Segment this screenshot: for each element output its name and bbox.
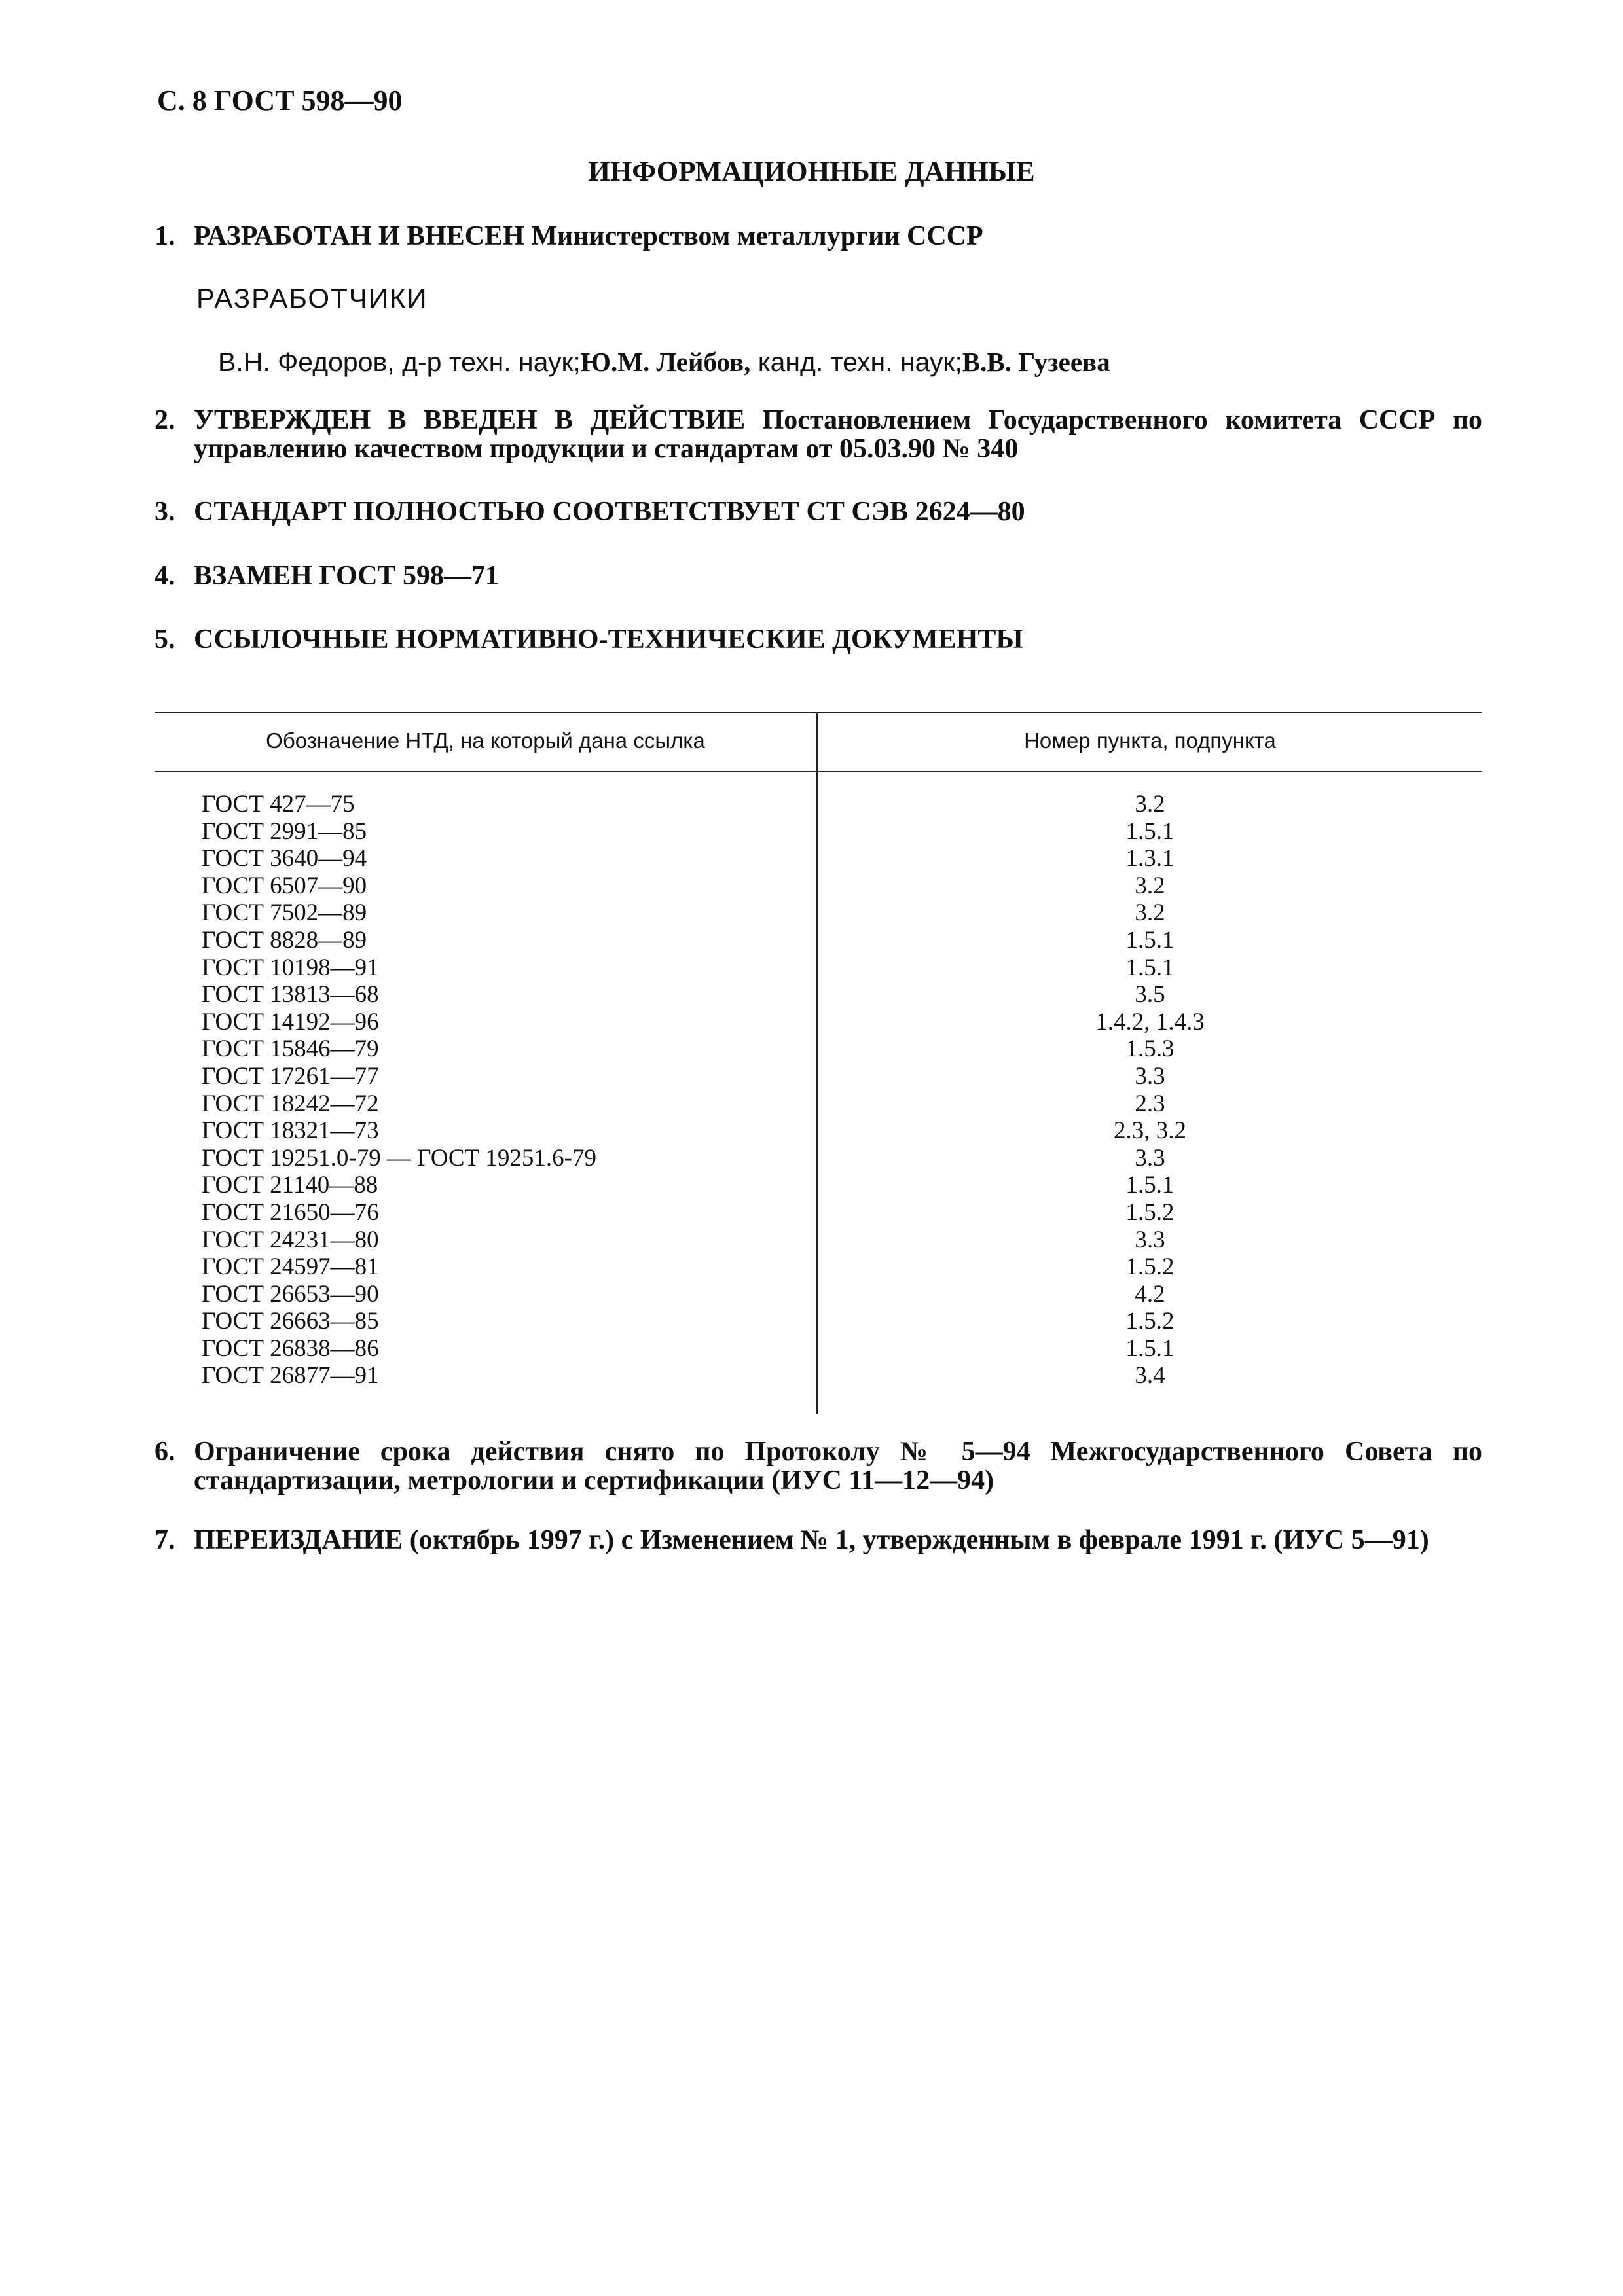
item-6-number: 6. bbox=[155, 1437, 175, 1467]
table-cell-designation: ГОСТ 427—75 bbox=[202, 791, 355, 817]
table-cell-designation: ГОСТ 2991—85 bbox=[202, 817, 367, 845]
table-cell-clause: 2.3, 3.2 bbox=[1114, 1117, 1186, 1145]
item-2 bbox=[155, 406, 1482, 463]
item-5-text: ССЫЛОЧНЫЕ НОРМАТИВНО-ТЕХНИЧЕСКИЕ ДОКУМЕНТЫ bbox=[194, 624, 1023, 655]
item-5 bbox=[155, 625, 1482, 654]
table-cell-clause: 1.5.1 bbox=[1125, 1335, 1175, 1362]
item-1-number: 1. bbox=[155, 221, 175, 251]
table-cell-designation: ГОСТ 6507—90 bbox=[202, 872, 367, 899]
table-row bbox=[0, 1253, 1623, 1281]
table-cell-clause: 3.2 bbox=[1135, 872, 1165, 899]
developers-line bbox=[218, 346, 1110, 378]
table-cell-clause: 1.5.2 bbox=[1125, 1198, 1175, 1226]
table-row bbox=[0, 1199, 1623, 1227]
developer-1: В.Н. Федоров, д-р техн. наук; bbox=[218, 347, 581, 377]
table-cell-clause: 1.5.3 bbox=[1125, 1035, 1175, 1063]
item-6 bbox=[155, 1437, 1482, 1495]
developers-label: РАЗРАБОТЧИКИ bbox=[196, 283, 428, 314]
table-cell-clause: 3.3 bbox=[1135, 1062, 1165, 1090]
item-3-text: СТАНДАРТ ПОЛНОСТЬЮ СООТВЕТСТВУЕТ СТ СЭВ 2624—80 bbox=[194, 497, 1025, 527]
table-cell-clause: 3.2 bbox=[1135, 791, 1165, 817]
developer-2-name: Ю.М. Лейбов, bbox=[580, 347, 751, 377]
item-4 bbox=[155, 562, 1482, 590]
table-cell-designation: ГОСТ 26653—90 bbox=[202, 1280, 379, 1308]
table-row bbox=[0, 1362, 1623, 1390]
item-7 bbox=[155, 1526, 1482, 1554]
table-cell-clause: 1.5.2 bbox=[1125, 1253, 1175, 1281]
table-cell-designation: ГОСТ 26877—91 bbox=[202, 1362, 379, 1390]
item-2-lead: УТВЕРЖДЕН В ВВЕДЕН В ДЕЙСТВИЕ bbox=[194, 405, 746, 435]
table-cell-designation: ГОСТ 18321—73 bbox=[202, 1117, 379, 1145]
table-cell-clause: 3.3 bbox=[1135, 1226, 1165, 1253]
table-row bbox=[0, 791, 1623, 818]
table-cell-designation: ГОСТ 10198—91 bbox=[202, 954, 379, 981]
table-row bbox=[0, 1281, 1623, 1308]
table-cell-designation: ГОСТ 17261—77 bbox=[202, 1062, 379, 1090]
table-row bbox=[0, 872, 1623, 900]
table-cell-designation: ГОСТ 8828—89 bbox=[202, 926, 367, 954]
table-row bbox=[0, 1117, 1623, 1145]
developer-2-title: канд. техн. наук; bbox=[750, 347, 962, 377]
item-7-number: 7. bbox=[155, 1525, 175, 1555]
table-cell-clause: 1.5.2 bbox=[1125, 1308, 1175, 1335]
table-cell-designation: ГОСТ 24597—81 bbox=[202, 1253, 379, 1281]
item-2-text: Постановлением Государственного комитета СССР по управлению качеством продукции и стандартам от 05.03.90 № 340 bbox=[194, 405, 1483, 464]
table-cell-clause: 1.4.2, 1.4.3 bbox=[1095, 1008, 1205, 1035]
table-cell-designation: ГОСТ 21140—88 bbox=[202, 1172, 378, 1199]
table-row bbox=[0, 1227, 1623, 1254]
item-4-number: 4. bbox=[155, 561, 175, 591]
item-1 bbox=[155, 222, 1482, 251]
table-row bbox=[0, 1308, 1623, 1335]
table-row bbox=[0, 1009, 1623, 1036]
table-cell-clause: 1.3.1 bbox=[1125, 845, 1175, 872]
table-row bbox=[0, 981, 1623, 1009]
table-cell-designation: ГОСТ 13813—68 bbox=[202, 981, 379, 1009]
item-1-text: Министерством металлургии СССР bbox=[531, 221, 983, 251]
item-1-lead: РАЗРАБОТАН И ВНЕСЕН bbox=[194, 221, 524, 251]
table-row bbox=[0, 1035, 1623, 1063]
table-header-designation: Обозначение НТД, на который дана ссылка bbox=[266, 728, 705, 753]
table-cell-clause: 3.2 bbox=[1135, 899, 1165, 927]
table-cell-clause: 1.5.1 bbox=[1125, 817, 1175, 845]
item-4-text: ВЗАМЕН ГОСТ 598—71 bbox=[194, 561, 500, 591]
item-3 bbox=[155, 497, 1482, 526]
table-cell-designation: ГОСТ 7502—89 bbox=[202, 899, 367, 927]
table-cell-designation: ГОСТ 19251.0-79 — ГОСТ 19251.6-79 bbox=[202, 1144, 596, 1172]
developer-3: В.В. Гузеева bbox=[962, 347, 1110, 377]
table-body bbox=[0, 791, 1623, 1390]
table-cell-designation: ГОСТ 21650—76 bbox=[202, 1198, 379, 1226]
table-row bbox=[0, 1145, 1623, 1172]
table-cell-clause: 2.3 bbox=[1135, 1090, 1165, 1117]
table-cell-designation: ГОСТ 18242—72 bbox=[202, 1090, 379, 1117]
table-cell-clause: 3.5 bbox=[1135, 981, 1165, 1009]
table-row bbox=[0, 1172, 1623, 1199]
item-2-number: 2. bbox=[155, 405, 175, 435]
table-row bbox=[0, 1090, 1623, 1118]
table-row bbox=[0, 818, 1623, 846]
table-cell-designation: ГОСТ 26838—86 bbox=[202, 1335, 379, 1362]
table-row bbox=[0, 1063, 1623, 1090]
table-cell-clause: 3.4 bbox=[1135, 1362, 1165, 1390]
item-5-number: 5. bbox=[155, 624, 175, 655]
table-row bbox=[0, 845, 1623, 872]
table-cell-clause: 1.5.1 bbox=[1125, 1172, 1175, 1199]
table-cell-clause: 3.3 bbox=[1135, 1144, 1165, 1172]
table-cell-clause: 1.5.1 bbox=[1125, 954, 1175, 981]
table-cell-designation: ГОСТ 15846—79 bbox=[202, 1035, 379, 1063]
document-title: ИНФОРМАЦИОННЫЕ ДАННЫЕ bbox=[588, 156, 1035, 187]
table-row bbox=[0, 954, 1623, 982]
table-cell-designation: ГОСТ 14192—96 bbox=[202, 1008, 379, 1035]
item-3-number: 3. bbox=[155, 497, 175, 527]
page-header: С. 8 ГОСТ 598—90 bbox=[157, 84, 403, 117]
table-header-rule bbox=[155, 771, 1482, 772]
table-cell-clause: 4.2 bbox=[1135, 1280, 1165, 1308]
table-top-rule bbox=[155, 712, 1482, 713]
item-7-text: ПЕРЕИЗДАНИЕ (октябрь 1997 г.) с Изменением № 1, утвержденным в феврале 1991 г. (ИУС 5—91) bbox=[194, 1525, 1429, 1555]
table-header-clause: Номер пункта, подпункта bbox=[1024, 728, 1276, 753]
table-row bbox=[0, 927, 1623, 954]
table-cell-designation: ГОСТ 3640—94 bbox=[202, 845, 367, 872]
table-row bbox=[0, 899, 1623, 927]
table-row bbox=[0, 1335, 1623, 1363]
table-cell-designation: ГОСТ 24231—80 bbox=[202, 1226, 379, 1253]
item-6-text: Ограничение срока действия снято по Протоколу № 5—94 Межгосударственного Совета по стандартизации, метрологии и сертификации (ИУС 11—12—94) bbox=[194, 1437, 1482, 1496]
table-cell-designation: ГОСТ 26663—85 bbox=[202, 1308, 379, 1335]
table-cell-clause: 1.5.1 bbox=[1125, 926, 1175, 954]
